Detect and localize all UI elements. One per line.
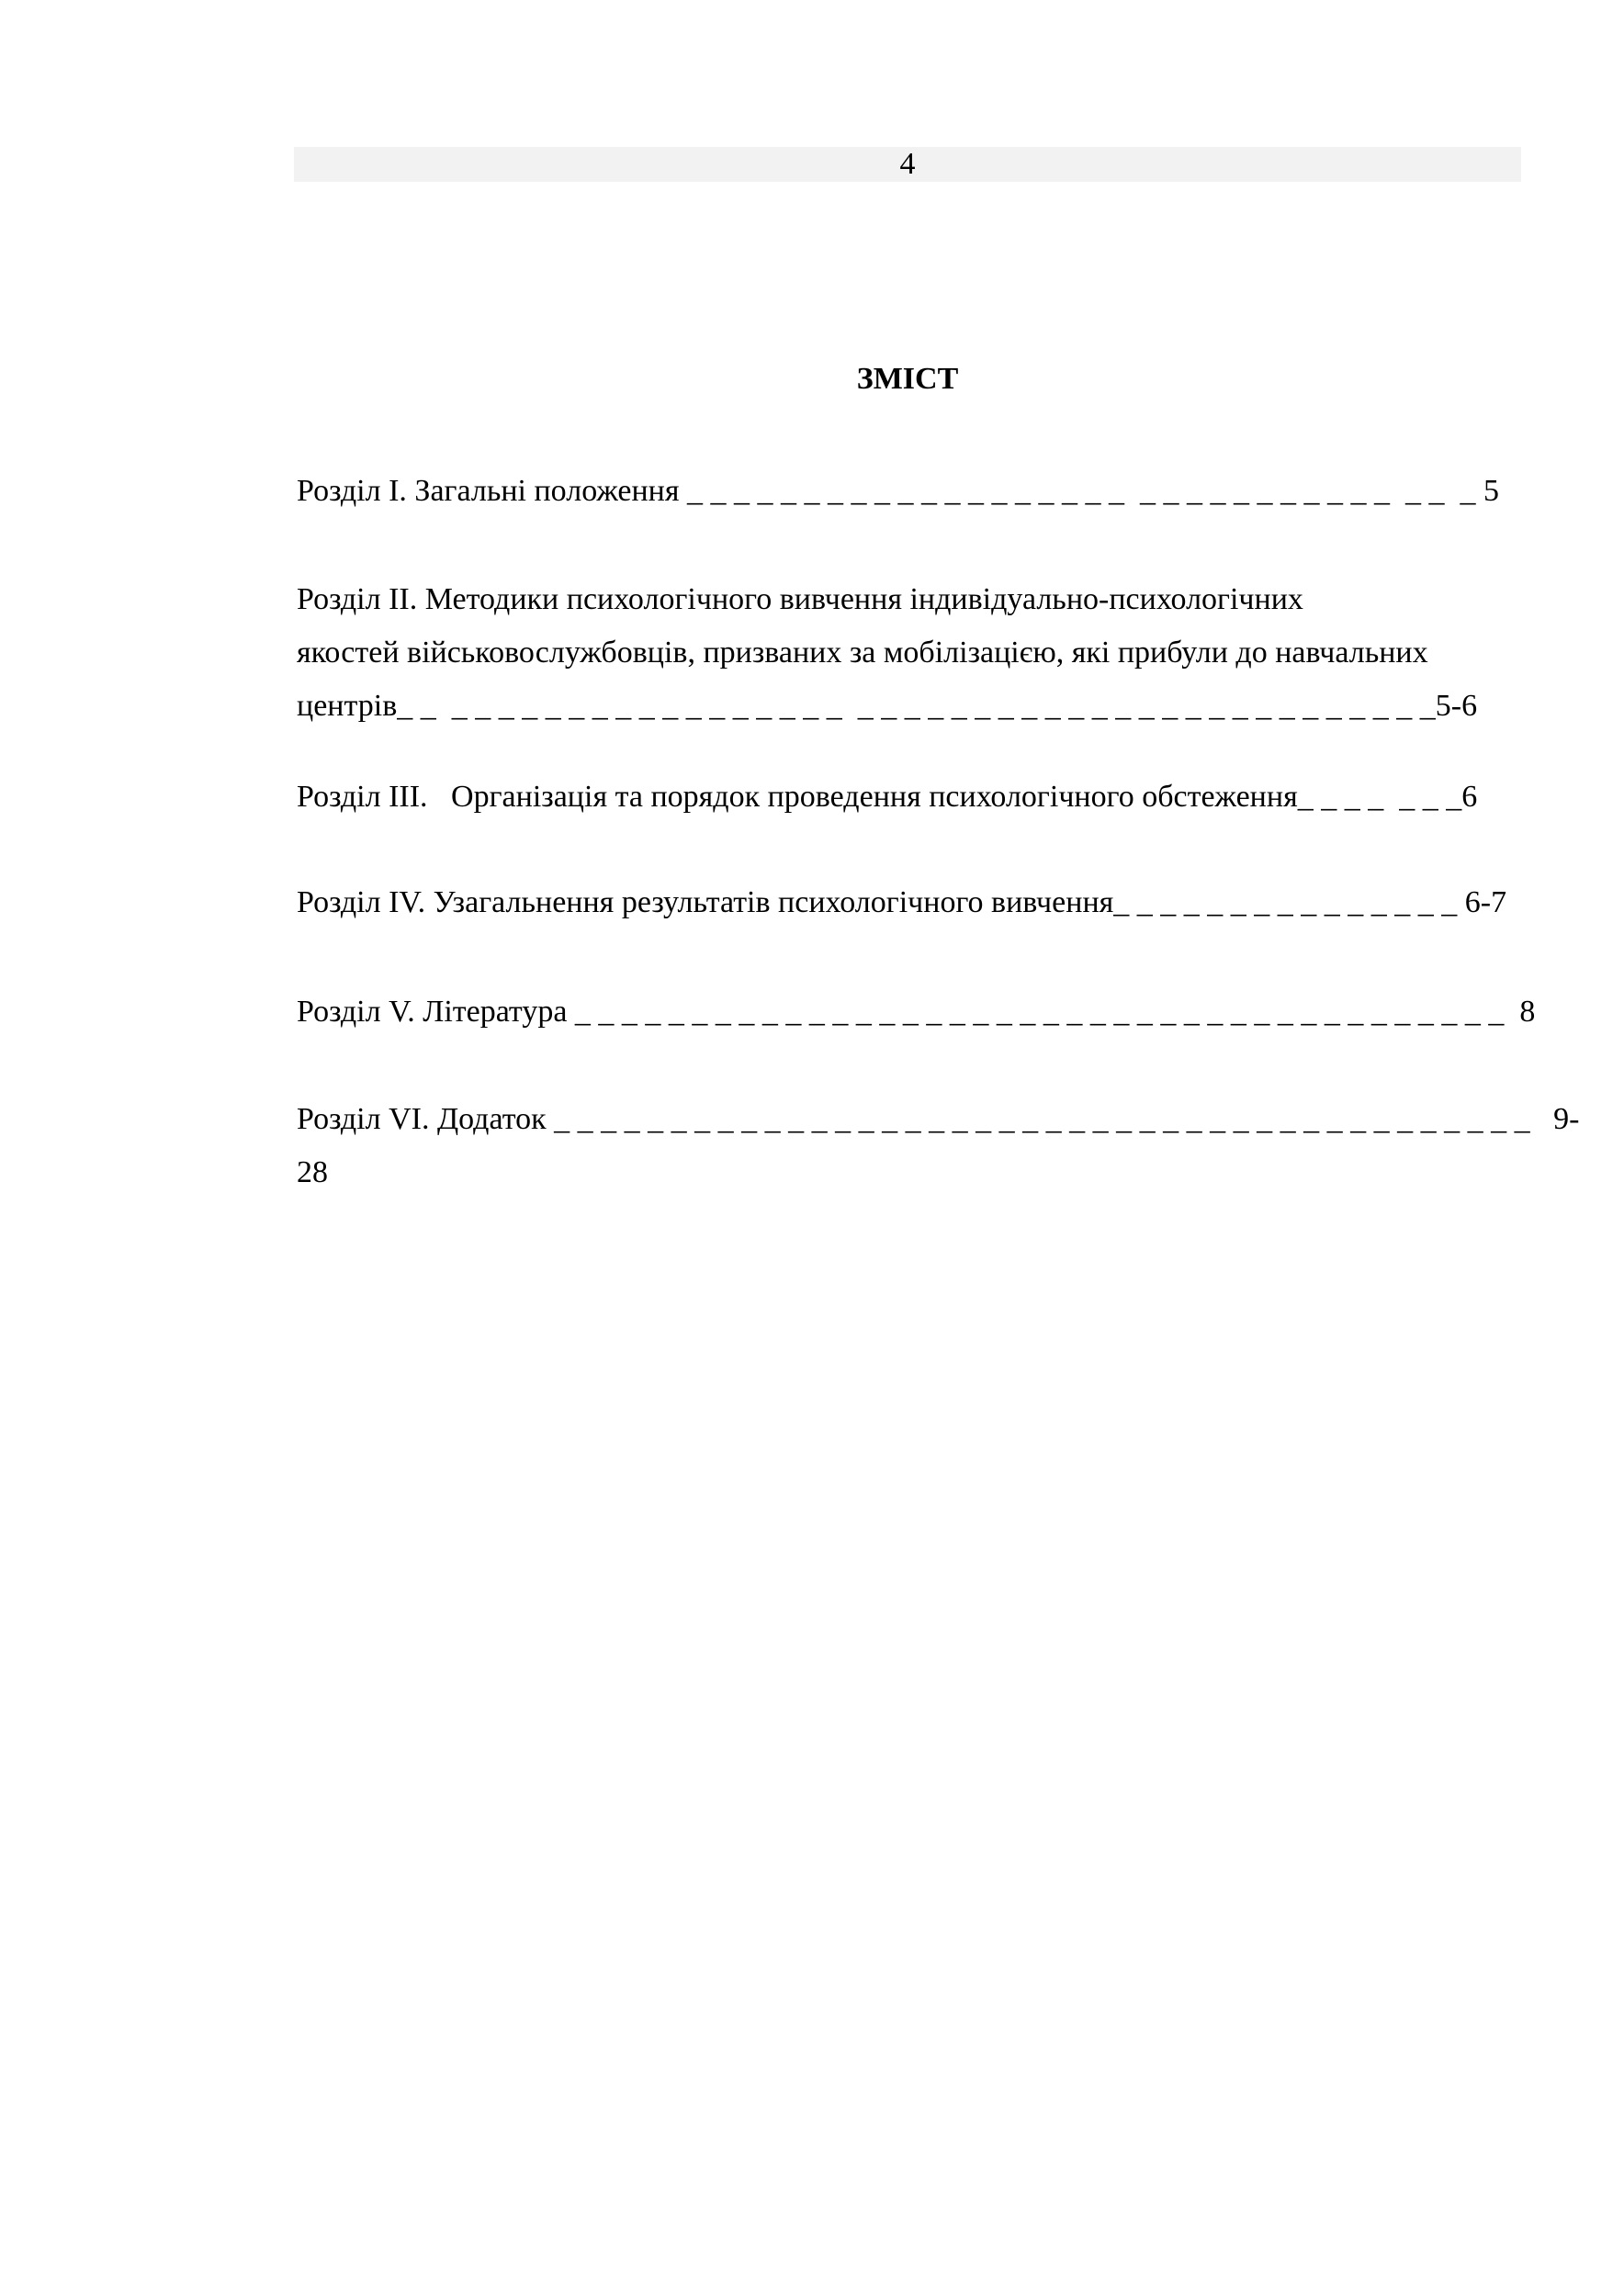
toc-title: ЗМІСТ — [856, 362, 959, 396]
toc-entry-6-line-2: 28 — [297, 1155, 328, 1189]
toc-entry-3: Розділ III. Організація та порядок проведення психологічного обстеження_ _ _ _ _ _ _6 — [297, 780, 1478, 814]
toc-entry-1: Розділ I. Загальні положення _ _ _ _ _ _ _ _ _ _ _ _ _ _ _ _ _ _ _ _ _ _ _ _ _ _ _ _ _ _ _ _ _ 5 — [297, 474, 1500, 508]
toc-entry-2-line-3: центрів_ _ _ _ _ _ _ _ _ _ _ _ _ _ _ _ _ _ _ _ _ _ _ _ _ _ _ _ _ _ _ _ _ _ _ _ _ _ _ _ _ _ _ _5-6 — [297, 689, 1478, 723]
page-header — [294, 147, 1521, 182]
page-number: 4 — [899, 147, 916, 181]
toc-entry-2-line-1: Розділ II. Методики психологічного вивчення індивідуально-психологічних — [297, 582, 1303, 616]
toc-entry-5: Розділ V. Література _ _ _ _ _ _ _ _ _ _ _ _ _ _ _ _ _ _ _ _ _ _ _ _ _ _ _ _ _ _ _ _ _ _ _ _ _ _ _ _ 8 — [297, 995, 1536, 1029]
toc-entry-6-line-1: Розділ VI. Додаток _ _ _ _ _ _ _ _ _ _ _ _ _ _ _ _ _ _ _ _ _ _ _ _ _ _ _ _ _ _ _ _ _ _ _ _ _ _ _ _ _ _ 9- — [297, 1102, 1580, 1136]
toc-entry-2-line-2: якостей військовослужбовців, призваних за мобілізацією, які прибули до навчальних — [297, 636, 1428, 670]
toc-entry-4: Розділ IV. Узагальнення результатів психологічного вивчення_ _ _ _ _ _ _ _ _ _ _ _ _ _ _ 6-7 — [297, 885, 1507, 919]
